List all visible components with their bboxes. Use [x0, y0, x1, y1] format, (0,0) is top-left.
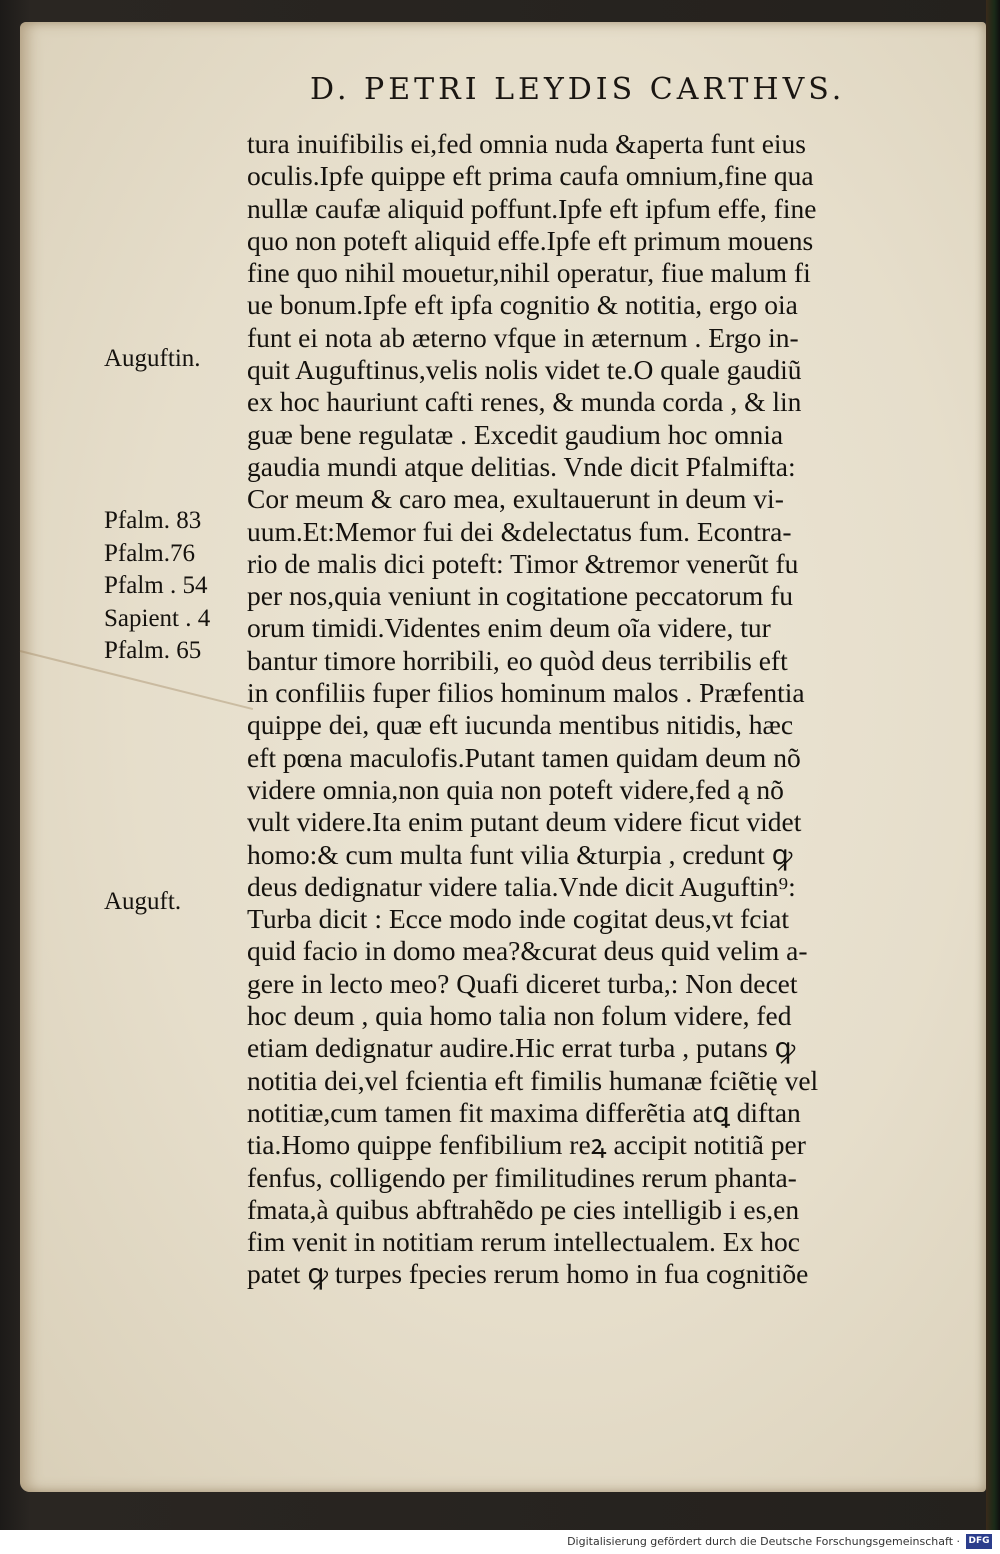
- text-line: fim venit in notitiam rerum intellectualem. Ex hoc: [247, 1226, 800, 1258]
- text-line: quit Auguftinus,velis nolis videt te.O quale gaudiũ: [247, 354, 802, 386]
- text-line: oculis.Ipfe quippe eft prima caufa omnium,fine qua: [247, 160, 814, 192]
- text-line: Turba dicit : Ecce modo inde cogitat deus,vt fciat: [247, 903, 789, 935]
- text-line: eft pœna maculofis.Putant tamen quidam deum nõ: [247, 741, 801, 773]
- text-line: rio de malis dici poteft: Timor &tremor venerũt fu: [247, 547, 799, 579]
- text-line: per nos,quia veniunt in cogitatione peccatorum fu: [247, 580, 794, 612]
- text-line: tura inuifibilis ei,fed omnia nuda &aperta funt eius: [247, 128, 807, 159]
- text-line: fine quo nihil mouetur,nihil operatur, fiue malum fi: [247, 257, 811, 289]
- margin-reference: Pfalm. 83: [104, 507, 202, 534]
- text-line: funt ei nota ab æterno vfque in æternum . Ergo in-: [247, 321, 799, 353]
- margin-note-august: Auguft.: [104, 888, 182, 915]
- text-line: etiam dedignatur audire.Hic errat turba , putans ꝙ: [247, 1032, 796, 1064]
- text-line: quo non poteft aliquid effe.Ipfe eft primum mouens: [247, 224, 814, 256]
- text-line: deus dedignatur videre talia.Vnde dicit Auguftin⁹:: [247, 870, 796, 902]
- margin-reference: Sapient . 4: [104, 604, 211, 632]
- text-line: ue bonum.Ipfe eft ipfa cognitio & notitia, ergo oia: [247, 289, 798, 321]
- text-line: fenfus, colligendo per fimilitudines rerum phanta-: [247, 1161, 797, 1193]
- text-line: fmata,à quibus abftrahẽdo pe cies intelligib i es,en: [247, 1193, 800, 1225]
- text-line: in confiliis fuper filios hominum malos . Præfentia: [247, 677, 805, 709]
- text-line: nullæ caufæ aliquid poffunt.Ipfe eft ipfum effe, fine: [247, 192, 817, 224]
- text-line: gere in lecto meo? Quafi diceret turba,: Non decet: [247, 967, 798, 999]
- text-line: orum timidi.Videntes enim deum oĩa videre, tur: [247, 612, 771, 644]
- funding-credit: Digitalisierung gefördert durch die Deutsche Forschungsgemeinschaft ·: [567, 1535, 960, 1548]
- text-line: videre omnia,non quia non poteft videre,fed ą nõ: [247, 773, 784, 805]
- text-line: tia.Homo quippe fenfibilium reꝝ accipit notitiã per: [247, 1129, 806, 1161]
- text-line: notitiæ,cum tamen fit maxima differẽtia atꝗ diftan: [247, 1096, 801, 1128]
- text-line: notitia dei,vel fcientia eft fimilis humanæ fciẽtię vel: [247, 1064, 819, 1096]
- text-line: gaudia mundi atque delitias. Vnde dicit Pfalmifta:: [247, 450, 796, 482]
- text-line: guæ bene regulatæ . Excedit gaudium hoc omnia: [247, 418, 784, 450]
- text-line: ex hoc hauriunt cafti renes, & munda corda , & lin: [247, 386, 802, 418]
- text-line: Cor meum & caro mea, exultauerunt in deum vi-: [247, 483, 784, 515]
- margin-note-augustin: Auguftin.: [104, 345, 201, 372]
- margin-psalm-references: [104, 505, 210, 668]
- book-edge: [986, 0, 1000, 1530]
- text-line: patet ꝙ turpes fpecies rerum homo in fua cognitiõe: [247, 1258, 809, 1290]
- margin-reference: Pfalm. 65: [104, 637, 202, 664]
- text-line: vult videre.Ita enim putant deum videre ficut videt: [247, 806, 802, 838]
- margin-reference: Pfalm.76: [104, 539, 195, 567]
- body-text: [247, 128, 947, 1291]
- text-line: uum.Et:Memor fui dei &delectatus fum. Econtra-: [247, 515, 792, 547]
- text-line: homo:& cum multa funt vilia &turpia , credunt ꝙ: [247, 838, 793, 870]
- text-line: quippe dei, quæ eft iucunda mentibus nitidis, hæc: [247, 709, 794, 741]
- text-line: hoc deum , quia homo talia non folum videre, fed: [247, 1000, 792, 1032]
- text-line: bantur timore horribili, eo quòd deus terribilis eft: [247, 644, 788, 676]
- running-header: D. PETRI LEYDIS CARTHVS.: [310, 72, 846, 107]
- text-line: quid facio in domo mea?&curat deus quid velim a-: [247, 935, 808, 967]
- margin-reference: Pfalm . 54: [104, 572, 208, 599]
- footer-bar: [0, 1530, 1000, 1554]
- dfg-logo: DFG: [966, 1534, 992, 1549]
